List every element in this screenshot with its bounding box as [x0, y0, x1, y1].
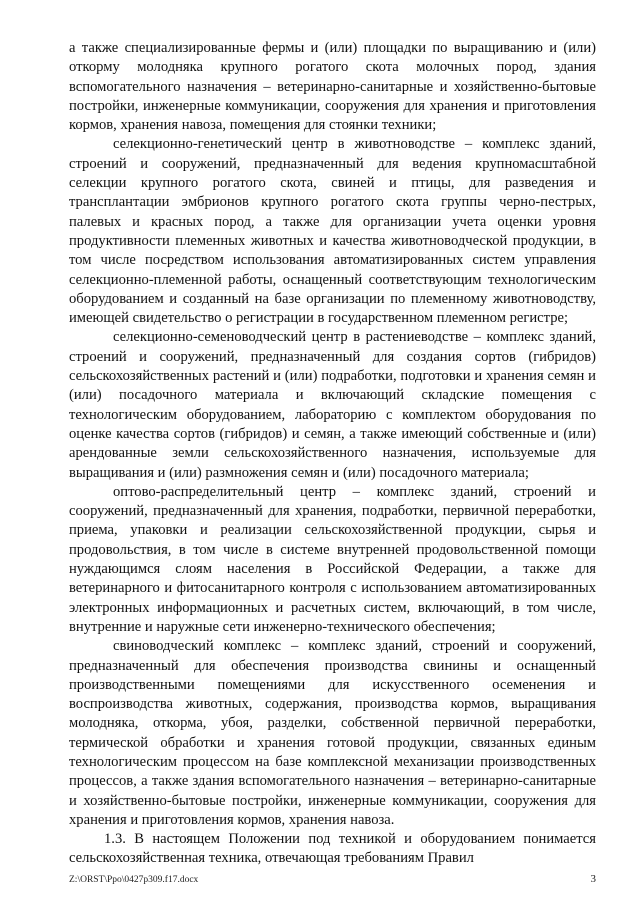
paragraph-seed-center: селекционно-семеноводческий центр в растениеводстве – комплекс зданий, строений и сооружений, предназначенный для создания сортов (гибридов) сельскохозяйственных растений и (или) подработки, подготовки и хранения семян и (или) посадочного материала и включающий складские помещения с технологическим оборудованием, лабораторию с комплектом оборудования по оценке качества сортов (гибридов) и семян, а также имеющий собственные и (или) арендованные земли сельскохозяйственного назначения, используемые для выращивания и (или) размножения семян и (или) посадочного материала; — [69, 329, 596, 481]
paragraph-pig-complex: свиноводческий комплекс – комплекс зданий, строений и сооружений, предназначенный для обеспечения производства свинины и оснащенный производственными помещениями для искусственного осеменения и воспроизводства животных, содержания, производства кормов, выращивания молодняка, откорма, убоя, разделки, собственной первичной переработки, термической обработки и хранения готовой продукции, связанных единым технологическим процессом на базе комплексной механизации производственных процессов, а также здания вспомогательного назначения – ветеринарно-санитарные и хозяйственно-бытовые постройки, инженерные коммуникации, сооружения для хранения и приготовления кормов, хранения навоза. — [69, 638, 596, 828]
document-body — [69, 39, 596, 869]
page-number: 3 — [590, 873, 596, 885]
paragraph-breeding-genetic-center: селекционно-генетический центр в животноводстве – комплекс зданий, строений и сооружений, предназначенный для ведения крупномасштабной селекции крупного рогатого скота, свиней и птицы, для разведения и трансплантации эмбрионов крупного рогатого скота группы черно-пестрых, палевых и красных пород, а также для организации учета оценки уровня продуктивности племенных животных и качества животноводческой продукции, в том числе посредством использования автоматизированных систем управления селекционно-племенной работы, оснащенный соответствующим технологическим оборудованием и созданный на базе организации по племенному животноводству, имеющей свидетельство о регистрации в государственном племенном регистре; — [69, 136, 596, 327]
footer-file-path: Z:\ORST\Ppo\0427p309.f17.docx — [69, 875, 199, 885]
paragraph-section-1-3: 1.3. В настоящем Положении под техникой и оборудованием понимается сельскохозяйственная техника, отвечающая требованиям Правил — [69, 831, 596, 867]
paragraph-wholesale-center: оптово-распределительный центр – комплекс зданий, строений и сооружений, предназначенный для хранения, подработки, первичной переработки, приема, упаковки и реализации сельскохозяйственной продукции, сырья и продовольствия, в том числе в системе внутренней продовольственной помощи нуждающимся слоям населения в Российской Федерации, а также для ветеринарного и фитосанитарного контроля с использованием автоматизированных электронных информационных и расчетных систем, включающий, в том числе, внутренние и наружные сети инженерно-технического обеспечения; — [69, 483, 596, 635]
paragraph-farm-continuation: а также специализированные фермы и (или) площадки по выращиванию и (или) откорму молодняка крупного рогатого скота молочных пород, здания вспомогательного назначения – ветеринарно-санитарные и хозяйственно-бытовые постройки, инженерные коммуникации, сооружения для хранения и приготовления кормов, хранения навоза, помещения для стоянки техники; — [69, 40, 596, 134]
page-footer — [69, 873, 596, 886]
